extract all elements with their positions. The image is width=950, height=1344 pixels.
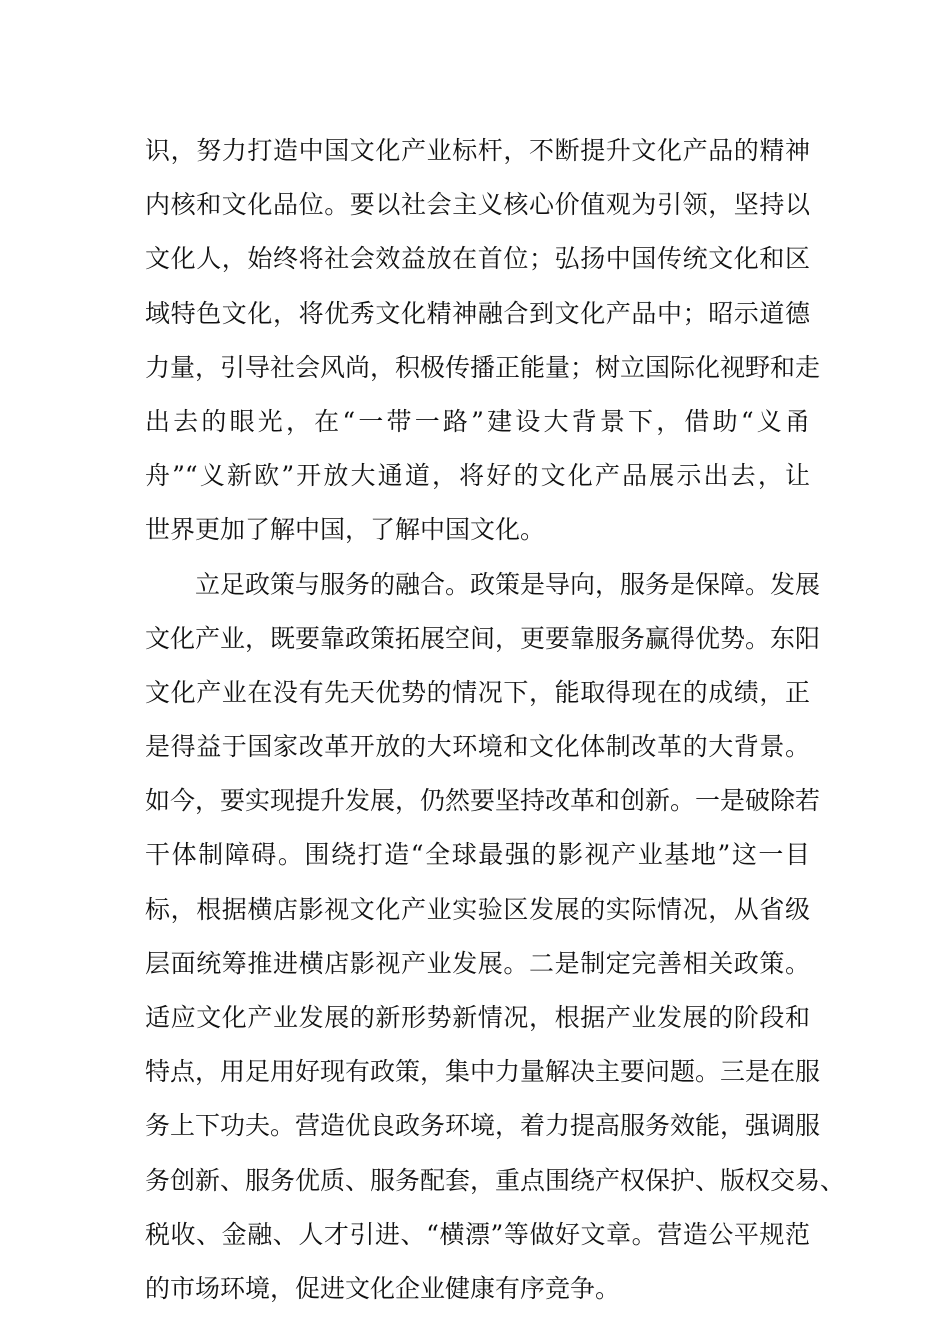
- text-line: 税收、金融、人才引进、“横漂”等做好文章。营造公平规范: [145, 1219, 810, 1249]
- text-line: 识，努力打造中国文化产业标杆，不断提升文化产品的精神: [145, 136, 810, 165]
- text-line: 适应文化产业发展的新形势新情况，根据产业发展的阶段和: [145, 1003, 810, 1032]
- document-body: [145, 124, 846, 1316]
- text-line: 特点，用足用好现有政策，集中力量解决主要问题。三是在服: [145, 1057, 821, 1087]
- text-line: 文化产业在没有先天优势的情况下，能取得现在的成绩，正: [145, 677, 810, 707]
- text-line: 是得益于国家改革开放的大环境和文化体制改革的大背景。: [145, 732, 810, 762]
- text-line: 出去的眼光，在“一带一路”建设大背景下，借助“义甬: [145, 406, 810, 436]
- text-line: 的市场环境，促进文化企业健康有序竞争。: [145, 1273, 621, 1303]
- text-line: 文化人，始终将社会效益放在首位；弘扬中国传统文化和区: [145, 244, 810, 274]
- text-line: 标，根据横店影视文化产业实验区发展的实际情况，从省级: [145, 894, 810, 924]
- text-line: 如今，要实现提升发展，仍然要坚持改革和创新。一是破除若: [145, 786, 821, 816]
- text-line: 立足政策与服务的融合。政策是导向，服务是保障。发展: [195, 569, 821, 599]
- text-line: 域特色文化，将优秀文化精神融合到文化产品中；昭示道德: [145, 298, 810, 328]
- paragraph-2: [145, 558, 846, 1317]
- text-line: 务创新、服务优质、服务配套，重点围绕产权保护、版权交易、: [145, 1165, 846, 1195]
- text-line: 世界更加了解中国，了解中国文化。: [145, 515, 546, 545]
- text-line: 力量，引导社会风尚，积极传播正能量；树立国际化视野和走: [145, 352, 821, 382]
- text-line: 层面统筹推进横店影视产业发展。二是制定完善相关政策。: [145, 948, 810, 978]
- paragraph-1: [145, 124, 821, 558]
- text-line: 文化产业，既要靠政策拓展空间，更要靠服务赢得优势。东阳: [145, 623, 821, 653]
- text-line: 务上下功夫。营造优良政务环境，着力提高服务效能，强调服: [145, 1111, 821, 1141]
- text-line: 干体制障碍。围绕打造“全球最强的影视产业基地”这一目: [145, 840, 810, 870]
- text-line: 内核和文化品位。要以社会主义核心价值观为引领，坚持以: [145, 190, 810, 220]
- text-line: 舟”“义新欧”开放大通道，将好的文化产品展示出去，让: [145, 461, 810, 491]
